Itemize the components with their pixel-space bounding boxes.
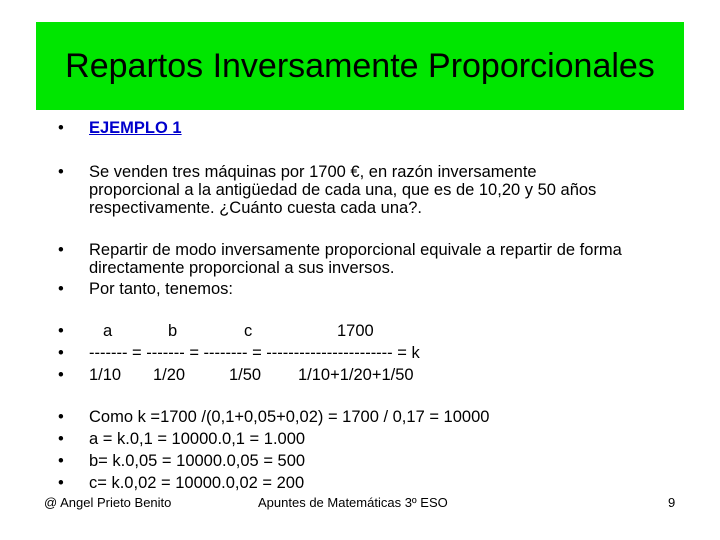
- bullet-marker: •: [58, 163, 64, 181]
- problem-line: proporcional a la antigüedad de cada una, que es de 10,20 y 50 años: [89, 181, 597, 199]
- denominator-c: 1/50: [229, 366, 262, 384]
- bullet-marker: •: [58, 430, 64, 448]
- footer-page-number: 9: [668, 495, 676, 510]
- solution-line: Como k =1700 /(0,1+0,05+0,02) = 1700 / 0,17 = 10000: [89, 408, 490, 426]
- bullet-marker: •: [58, 366, 64, 384]
- bullet-marker: •: [58, 452, 64, 470]
- denominator-b: 1/20: [153, 366, 186, 384]
- bullet-marker: •: [58, 474, 64, 492]
- bullet-marker: •: [58, 344, 64, 362]
- slide-title: Repartos Inversamente Proporcionales: [65, 47, 655, 85]
- title-band: [36, 22, 684, 110]
- numerator-b: b: [168, 322, 178, 340]
- therefore-line: Por tanto, tenemos:: [89, 280, 233, 298]
- bullet-marker: •: [58, 322, 64, 340]
- example-heading-link[interactable]: EJEMPLO 1: [89, 119, 182, 137]
- footer-course: Apuntes de Matemáticas 3º ESO: [258, 495, 448, 510]
- denominator-a: 1/10: [89, 366, 122, 384]
- fraction-bars: ------- = ------- = -------- = ----------------------- = k: [89, 344, 420, 362]
- problem-line: respectivamente. ¿Cuánto cuesta cada una?.: [89, 199, 422, 217]
- numerator-a: a: [103, 322, 113, 340]
- bullet-marker: •: [58, 408, 64, 426]
- method-line: directamente proporcional a sus inversos.: [89, 259, 395, 277]
- solution-line: b= k.0,05 = 10000.0,05 = 500: [89, 452, 306, 470]
- numerator-total: 1700: [337, 322, 374, 340]
- bullet-marker: •: [58, 119, 64, 137]
- problem-line: Se venden tres máquinas por 1700 €, en razón inversamente: [89, 163, 537, 181]
- bullet-marker: •: [58, 280, 64, 298]
- footer-author: @ Angel Prieto Benito: [44, 495, 172, 510]
- denominator-total: 1/10+1/20+1/50: [298, 366, 414, 384]
- bullet-marker: •: [58, 241, 64, 259]
- method-line: Repartir de modo inversamente proporcional equivale a repartir de forma: [89, 241, 622, 259]
- solution-line: c= k.0,02 = 10000.0,02 = 200: [89, 474, 305, 492]
- solution-line: a = k.0,1 = 10000.0,1 = 1.000: [89, 430, 306, 448]
- numerator-c: c: [244, 322, 253, 340]
